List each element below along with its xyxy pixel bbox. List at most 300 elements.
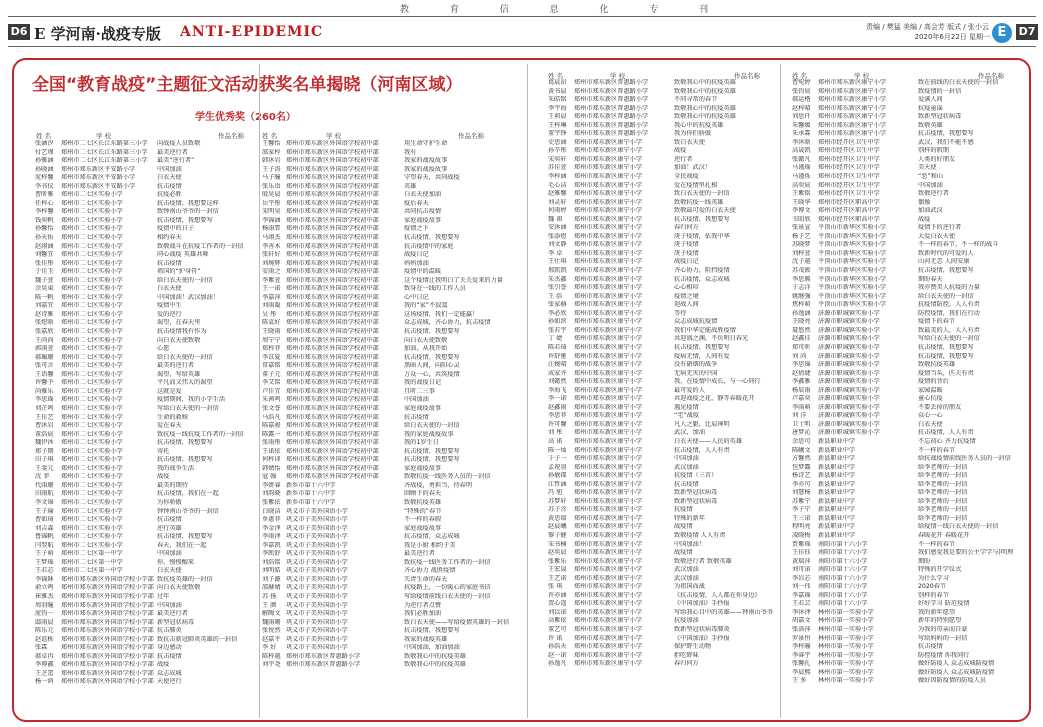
- winner-school: 郑州市郑东新区康宁小学: [574, 361, 643, 369]
- winner-school: 郑州市郑东新区外国语学校初中部: [286, 234, 379, 242]
- winner-name: 李 好: [262, 644, 277, 652]
- winner-row: [35, 482, 257, 491]
- winner-row: [792, 79, 1028, 88]
- winner-school: 郑州市郑东新区外国语学校初中部: [286, 473, 379, 481]
- winner-name: 李子宁: [792, 506, 811, 514]
- winner-school: 郑州市二七区实验小学: [61, 345, 123, 353]
- winner-name: 赵倩婕: [792, 369, 811, 377]
- winner-name: 田雨航: [35, 490, 54, 498]
- winner-row: [548, 472, 778, 481]
- work-title: 期盼春天: [918, 275, 943, 283]
- work-title: 不同寻常的春节: [674, 96, 718, 104]
- work-title: 我的新年愿望: [918, 608, 956, 616]
- winner-name: 王子涛: [262, 165, 281, 173]
- winner-name: 葛晨昂: [548, 79, 567, 86]
- work-title: 抗击疫情，众志成城: [404, 533, 460, 541]
- winner-name: 任梓心: [35, 199, 54, 207]
- winner-row: [262, 311, 524, 320]
- winner-row: [792, 173, 1028, 182]
- header-name: 姓 名: [36, 132, 52, 140]
- winner-name: 刘灵轩: [548, 198, 567, 206]
- winner-row: [35, 559, 257, 568]
- winner-row: [35, 619, 257, 628]
- section-title: E 学河南·战疫专版: [34, 25, 161, 43]
- winner-row: [262, 567, 524, 576]
- work-title: 加油，从我开始: [404, 345, 448, 353]
- work-title: 我为你们骄傲: [674, 130, 712, 138]
- work-title: 不一样的春假: [404, 516, 442, 524]
- header-school: 学 校: [854, 72, 870, 80]
- winner-school: 林州市第一实验小学: [818, 617, 874, 625]
- work-title: 致抗疫英雄的一封信: [157, 575, 213, 583]
- winner-school: 郑州市二七区实验小学: [61, 285, 123, 293]
- work-title: 给李老师的一封信: [918, 472, 968, 480]
- winner-school: 济源市职城镇实验小学: [818, 352, 880, 360]
- editor-credits: [866, 22, 990, 42]
- winner-row: [792, 122, 1028, 131]
- winner-name: 张煜晗: [35, 319, 54, 327]
- winner-name: 陈袁好: [262, 319, 281, 327]
- winner-name: 孙如滨: [548, 318, 567, 326]
- winner-name: 张涵汐: [35, 140, 54, 147]
- winner-school: 郑州市郑东新区普惠路小学: [574, 79, 649, 86]
- winner-row: [792, 523, 1028, 532]
- winner-row: [792, 506, 1028, 515]
- winner-row: [792, 96, 1028, 105]
- winner-name: 卫士明: [792, 420, 811, 428]
- winner-row: [792, 370, 1028, 379]
- winner-school: 郑州市二七区实验小学: [61, 456, 123, 464]
- work-title: 这就是爱: [157, 387, 182, 395]
- winner-name: 朱承霖: [792, 130, 811, 138]
- winner-school: 郑州市郑东新区平安路小学: [61, 182, 136, 190]
- winner-school: 新乡市第十六中学: [286, 498, 336, 506]
- winner-school: 郑州市经开区卫生中学: [818, 155, 880, 163]
- work-title: 新年的特别愿望: [918, 617, 962, 625]
- winner-school: 郑州市郑东新区外国语学校初中部: [286, 336, 379, 344]
- header-title: 作品名称: [458, 132, 484, 140]
- work-title: 最美的期待: [157, 481, 188, 489]
- winner-school: 郑州市郑东新区康宁小学: [574, 514, 643, 522]
- winner-school: 郑州市郑东新区康宁小学: [574, 566, 643, 574]
- award-label: 学生优秀奖: [195, 112, 245, 123]
- work-title: 我有: [404, 148, 417, 156]
- work-title: 白衣天使: [157, 285, 182, 293]
- winner-school: 郑州市郑东新区康宁小学: [574, 232, 643, 240]
- winner-row: [792, 541, 1028, 550]
- work-title: 童心抗疫: [918, 395, 943, 403]
- work-title: 为我的母亲而自豪: [918, 626, 968, 633]
- work-title: 致敬逆行者 致敬英雄: [674, 557, 732, 565]
- work-title: 齐心协力，阻挡疫情: [674, 267, 730, 275]
- work-title: 抗疫加油: [674, 617, 699, 625]
- work-title: 不一样的春节，不一样的战斗: [918, 241, 999, 249]
- winner-row: [35, 431, 257, 440]
- work-title: 为逆行者点赞: [404, 601, 442, 609]
- winner-name: 李岩芯: [792, 574, 811, 582]
- winner-name: 黎子健: [548, 531, 567, 539]
- work-title: 写给妈妈的一封信: [918, 634, 968, 642]
- winner-row: [35, 542, 257, 551]
- winner-row: [262, 225, 524, 234]
- winner-school: 济源市职城镇实验小学: [818, 369, 880, 377]
- winner-name: 魏雨珊: [262, 618, 281, 626]
- column-header-group: [262, 131, 484, 140]
- winner-column-4: [792, 79, 1028, 719]
- work-title: 中国加油！: [674, 540, 705, 548]
- winner-name: 许舒娅: [548, 352, 567, 360]
- work-title: 《抗击疫情，人人都在你身边》: [674, 591, 761, 599]
- winner-school: 郑州市郑东新区康宁小学: [574, 258, 643, 266]
- winner-row: [262, 208, 524, 217]
- winner-name: 李沐晗: [792, 138, 811, 146]
- winner-row: [35, 439, 257, 448]
- winner-name: 高晟凯: [792, 147, 811, 155]
- work-title: 抗击疫情: [157, 182, 182, 190]
- winner-name: 苏子含: [548, 506, 567, 514]
- winner-name: 张悦然: [262, 627, 281, 635]
- winner-row: [792, 412, 1028, 421]
- winner-name: 王 多: [792, 677, 807, 685]
- winner-name: 于志洋: [792, 284, 811, 292]
- work-title: 我心中的抗疫英雄: [674, 121, 724, 129]
- winner-row: [792, 293, 1028, 302]
- winner-school: 郑州市郑东新区康宁小学: [574, 155, 643, 163]
- winner-row: [35, 319, 257, 328]
- winner-school: 新县职业中学: [818, 437, 856, 445]
- work-title: 中国加油: [157, 601, 182, 609]
- winner-school: 郑州市二七区第一中学: [61, 558, 123, 566]
- winner-row: [35, 508, 257, 517]
- winner-row: [548, 438, 778, 447]
- winner-name: 冯 旭: [548, 489, 563, 497]
- winner-name: 代雨珊: [35, 481, 54, 489]
- winner-school: 郑州市郑东新区康宁小学: [574, 241, 643, 249]
- winner-name: 王馨怡: [262, 140, 281, 147]
- winner-school: 郑州市郑东新区康宁小学: [574, 412, 643, 420]
- winner-row: [35, 465, 257, 474]
- winner-school: 郑州市郑东新区康宁小学: [574, 540, 643, 548]
- work-title: 抗击疫情，我想要写: [157, 439, 213, 447]
- winner-school: 郑州市二七区实验小学: [61, 481, 123, 489]
- winner-name: 卢嘉奕: [792, 395, 811, 403]
- winner-name: 孙雅涵: [35, 157, 54, 165]
- winner-row: [792, 267, 1028, 276]
- work-title: 抗击疫情，我想要写: [918, 267, 974, 275]
- winner-row: [35, 653, 257, 662]
- winner-row: [548, 96, 778, 105]
- work-title: 共同抗击疫情: [404, 208, 442, 216]
- work-title: 且听二三事: [404, 387, 435, 395]
- winner-row: [548, 455, 778, 464]
- winner-school: 济源市职城镇实验小学: [818, 309, 880, 317]
- winner-row: [548, 250, 778, 259]
- winner-name: 刘嘉宜: [35, 302, 54, 310]
- winner-name: 张霖: [35, 644, 48, 652]
- work-title: 无病无灾的中国: [674, 369, 718, 377]
- winner-name: 赵诗雅: [35, 310, 54, 318]
- winner-name: 孙馨怡: [35, 225, 54, 233]
- winner-name: 李 卓: [548, 249, 563, 257]
- winner-row: [792, 335, 1028, 344]
- work-title: 致敬抗疫一线医务人员的一封信: [404, 473, 491, 481]
- work-title: 最美逆行者: [404, 550, 435, 558]
- winner-name: 刘可诺: [792, 566, 811, 574]
- work-title: 加油武汉: [918, 207, 943, 215]
- work-title: 致敬我心中的抗疫英雄: [404, 661, 466, 669]
- work-title: 战疫: [674, 147, 687, 155]
- winner-school: 郑州市郑东新区外国语学校初中部: [286, 148, 379, 156]
- winner-school: 郑州市郑东新区康宁小学: [574, 318, 643, 326]
- winner-school: 巩义市子美外国语小学: [286, 644, 348, 652]
- work-title: 战疫: [918, 215, 931, 223]
- winner-school: 郑州市二七区实验小学: [61, 490, 123, 498]
- winner-school: 郑州市郑东新区康宁小学: [574, 463, 643, 471]
- work-title: 抗击疫情我有作为: [157, 328, 207, 336]
- winner-school: 郑州市郑东新区康宁小学: [574, 506, 643, 514]
- winner-row: [548, 412, 778, 421]
- winner-school: 郑州市郑东新区外国语学校初中部: [286, 464, 379, 472]
- winner-name: 卢佳宜: [262, 387, 281, 395]
- winner-row: [548, 643, 778, 652]
- work-title: 家庭战疫故事: [404, 216, 442, 224]
- work-title: 疫情中的日子: [157, 225, 195, 233]
- winner-row: [35, 294, 257, 303]
- work-title: 最美“逆行者”: [157, 157, 195, 165]
- winner-name: 王莉晨: [548, 113, 567, 121]
- winner-school: 林州市第一实验小学: [818, 626, 874, 633]
- winner-school: 郑州市郑东新区康宁小学: [574, 181, 643, 189]
- winner-school: 郑州市郑东新区康宁小学: [574, 147, 643, 155]
- winner-row: [792, 353, 1028, 362]
- work-title: 致敬战斗在抗疫工作者的一封信: [157, 242, 244, 250]
- work-title: 给李老师的一封信: [918, 463, 968, 471]
- winner-row: [548, 318, 778, 327]
- winner-name: 董浩宸: [35, 430, 54, 438]
- winner-name: 赵鑫雨: [548, 403, 567, 411]
- work-title: 为什么学习: [918, 574, 949, 582]
- winner-row: [548, 105, 778, 114]
- winner-school: 郑州市二七区实验小学: [61, 387, 123, 395]
- winner-school: 郑州市郑东新区康宁小学: [574, 617, 643, 625]
- winner-school: 郑州市郑东新区康宁小学: [818, 79, 887, 86]
- work-title: 黑暗人间，向阳心灵: [404, 362, 460, 370]
- winner-school: 南阳市第十六小学: [818, 549, 868, 557]
- winner-school: 郑州市郑东新区外国语学校初中部: [286, 387, 379, 395]
- winner-row: [548, 310, 778, 319]
- winner-column-1: [35, 140, 257, 720]
- winner-name: 刘文静: [548, 241, 567, 249]
- winner-school: 郑州市郑东新区外国语学校初中部: [286, 439, 379, 447]
- winner-row: [262, 337, 524, 346]
- work-title: 期盼: [918, 557, 931, 565]
- winner-name: 张钧宸: [792, 87, 811, 95]
- winner-school: 郑州市郑东新区外国语学校初中部: [286, 191, 379, 199]
- work-title: 向白衣天使致敬: [157, 336, 201, 344]
- winner-name: 王三诺: [792, 514, 811, 522]
- winner-school: 郑州市郑东新区康宁小学: [574, 326, 643, 334]
- winner-school: 郑州市郑东新区外国语学校初中部: [286, 259, 379, 267]
- winner-name: 安沐涵: [548, 224, 567, 232]
- article-headline: 全国“教育战疫”主题征文活动获奖名单揭晓（河南区域）: [32, 75, 463, 95]
- winner-name: 高紫依: [548, 617, 567, 625]
- winner-school: 南阳市第十六小学: [818, 583, 868, 591]
- work-title: 《中国加油》手抄报: [674, 634, 730, 642]
- winner-name: 曹沐岩: [35, 422, 54, 430]
- winner-name: 付艺瑾: [35, 148, 54, 156]
- winner-row: [792, 276, 1028, 285]
- winner-row: [35, 473, 257, 482]
- winner-school: 巩义市子美外国语小学: [286, 584, 348, 592]
- winner-name: 张家赫: [548, 301, 567, 309]
- work-title: 我的战疫日记: [404, 379, 442, 387]
- winner-school: 郑州市郑东新区外国语学校初中部: [286, 285, 379, 293]
- winner-name: 焦梓萌: [792, 301, 811, 309]
- winner-row: [262, 448, 524, 457]
- winner-row: [262, 140, 524, 149]
- winner-school: 巩义市子美外国语小学: [286, 575, 348, 583]
- winner-school: 郑州市二七区实验小学: [61, 541, 123, 549]
- work-title: 致在前线的白衣天使的一封信: [918, 79, 999, 86]
- winner-school: 郑州市郑东新区普惠路小学: [286, 661, 361, 669]
- winner-row: [548, 626, 778, 635]
- winner-row: [262, 465, 524, 474]
- winner-school: 巩义市子美外国语小学: [286, 524, 348, 532]
- winner-name: 王佳钰: [792, 549, 811, 557]
- work-title: “特殊的”春节: [404, 507, 442, 515]
- winner-school: 郑州市二七区实验小学: [61, 199, 123, 207]
- work-title: 春归何方: [674, 224, 699, 232]
- winner-name: 李思锦: [792, 361, 811, 369]
- work-title: 致新型冠状病毒: [918, 113, 962, 121]
- winner-school: 郑州市郑东新区外国语学校初中部: [286, 310, 379, 318]
- winner-school: 郑州市二七区长江东路第三小学: [61, 157, 148, 165]
- winner-school: 郑州市郑东新区康宁小学: [574, 301, 643, 309]
- winner-row: [262, 584, 524, 593]
- winner-school: 郑州市二七区实验小学: [61, 293, 123, 301]
- winner-school: 郑州市经开区职高中学: [818, 207, 880, 215]
- winner-name: 凌晓梅: [792, 531, 811, 539]
- winner-name: 李嘉萍: [262, 293, 281, 301]
- work-title: 白衣天使: [157, 174, 182, 182]
- winner-name: 郝运楷: [792, 96, 811, 104]
- winner-school: 郑州市郑东新区普惠路小学: [574, 96, 649, 104]
- winner-name: 陈梓越: [262, 652, 281, 660]
- winner-school: 平顶山市新华区实验小学: [818, 241, 887, 249]
- winner-school: 郑州市郑东新区康宁小学: [574, 343, 643, 351]
- work-title: 疫情下的逆行者: [918, 224, 962, 232]
- winner-school: 郑州市郑东新区康宁小学: [574, 643, 643, 651]
- winner-row: [262, 482, 524, 491]
- winner-row: [35, 337, 257, 346]
- winner-row: [548, 600, 778, 609]
- winner-school: 郑州市郑东新区康宁小学: [574, 249, 643, 257]
- winner-name: 张紫乐: [548, 557, 567, 565]
- winner-row: [792, 455, 1028, 464]
- winner-row: [262, 183, 524, 192]
- work-title: 给疫情一线白衣天使的一封信: [918, 523, 999, 531]
- winner-school: 郑州市郑东新区康宁小学: [574, 173, 643, 181]
- winner-school: 南阳市第十六小学: [818, 574, 868, 582]
- winner-school: 郑州市郑东新区康宁小学: [574, 429, 643, 437]
- winner-row: [792, 284, 1028, 293]
- winner-name: 包梦露: [792, 463, 811, 471]
- winner-row: [35, 354, 257, 363]
- winner-school: 郑州市郑东新区外国语学校小学部: [61, 678, 154, 686]
- winner-name: 曹宛婷: [792, 79, 811, 86]
- work-title: 致敬抗疫英雄: [918, 361, 956, 369]
- work-title: 过年: [157, 592, 170, 600]
- work-title: 遇见疫情: [674, 403, 699, 411]
- winner-name: 周宁宁: [262, 336, 281, 344]
- work-title: 致白衣天使: [674, 138, 705, 146]
- work-title: 心心相印: [674, 284, 699, 292]
- winner-name: 李亦可: [792, 480, 811, 488]
- winner-school: 郑州市郑东新区康宁小学: [574, 472, 643, 480]
- winner-row: [35, 525, 257, 534]
- winner-row: [548, 113, 778, 122]
- winner-row: [262, 260, 524, 269]
- winner-school: 郑州市郑东新区康宁小学: [574, 455, 643, 463]
- winner-row: [792, 105, 1028, 114]
- winner-name: 曹如琦: [35, 516, 54, 524]
- work-title: 新型冠状病毒: [157, 618, 195, 626]
- work-title: 致疫情的一封信: [918, 87, 962, 95]
- header-title: 作品名称: [218, 132, 244, 140]
- winner-row: [262, 294, 524, 303]
- work-title: 给白衣天使的一封信: [404, 422, 460, 430]
- work-title: 疫后春天: [404, 199, 429, 207]
- winner-name: 宋奕轩: [548, 155, 567, 163]
- work-title: 致敬我心中的抗疫英雄: [674, 104, 736, 112]
- winner-school: 济源市职城镇实验小学: [818, 326, 880, 334]
- work-title: 抗击疫情，我想要写: [404, 627, 460, 635]
- winner-name: 陈一灿: [548, 446, 567, 454]
- winner-name: 丁 婕: [548, 335, 563, 343]
- winner-name: 李艾铭: [262, 379, 281, 387]
- winner-row: [548, 429, 778, 438]
- winner-school: 郑州市郑东新区外国语学校小学部: [61, 584, 154, 592]
- work-title: 抗击疫情: [918, 643, 943, 651]
- winner-name: 黄思瑞: [548, 514, 567, 522]
- winner-school: 新乡市第十六中学: [286, 490, 336, 498]
- winner-row: [548, 233, 778, 242]
- winner-name: 张引誉: [548, 284, 567, 292]
- winner-school: 郑州市郑东新区外国语学校小学部: [61, 627, 154, 635]
- winner-school: 林州市第一实验小学: [818, 651, 874, 659]
- work-title: 疫情的背后: [918, 378, 949, 386]
- winner-name: 郑梓菲: [262, 345, 281, 353]
- winner-school: 郑州市郑东新区康宁小学: [574, 634, 643, 642]
- winner-name: 刘子源: [262, 575, 281, 583]
- winner-row: [548, 498, 778, 507]
- winner-name: 韩婧怡: [262, 464, 281, 472]
- winner-school: 新县职业中学: [818, 463, 856, 471]
- winner-school: 济源市职城镇实验小学: [818, 412, 880, 420]
- work-title: 给李老师的一封信: [918, 489, 968, 497]
- work-title: 你，慢慢醒来: [157, 558, 195, 566]
- work-title: 中国加油，加油加油: [404, 644, 460, 652]
- winner-row: [548, 660, 778, 669]
- winner-name: 钱奕帆: [35, 216, 54, 224]
- work-title: 中国加油: [157, 550, 182, 558]
- winner-row: [262, 533, 524, 542]
- work-title: 最美逆行者: [157, 148, 188, 156]
- winner-row: [35, 217, 257, 226]
- winner-name: 毛心洁: [548, 181, 567, 189]
- winner-row: [262, 619, 524, 628]
- winner-name: 刘芷鸣: [35, 404, 54, 412]
